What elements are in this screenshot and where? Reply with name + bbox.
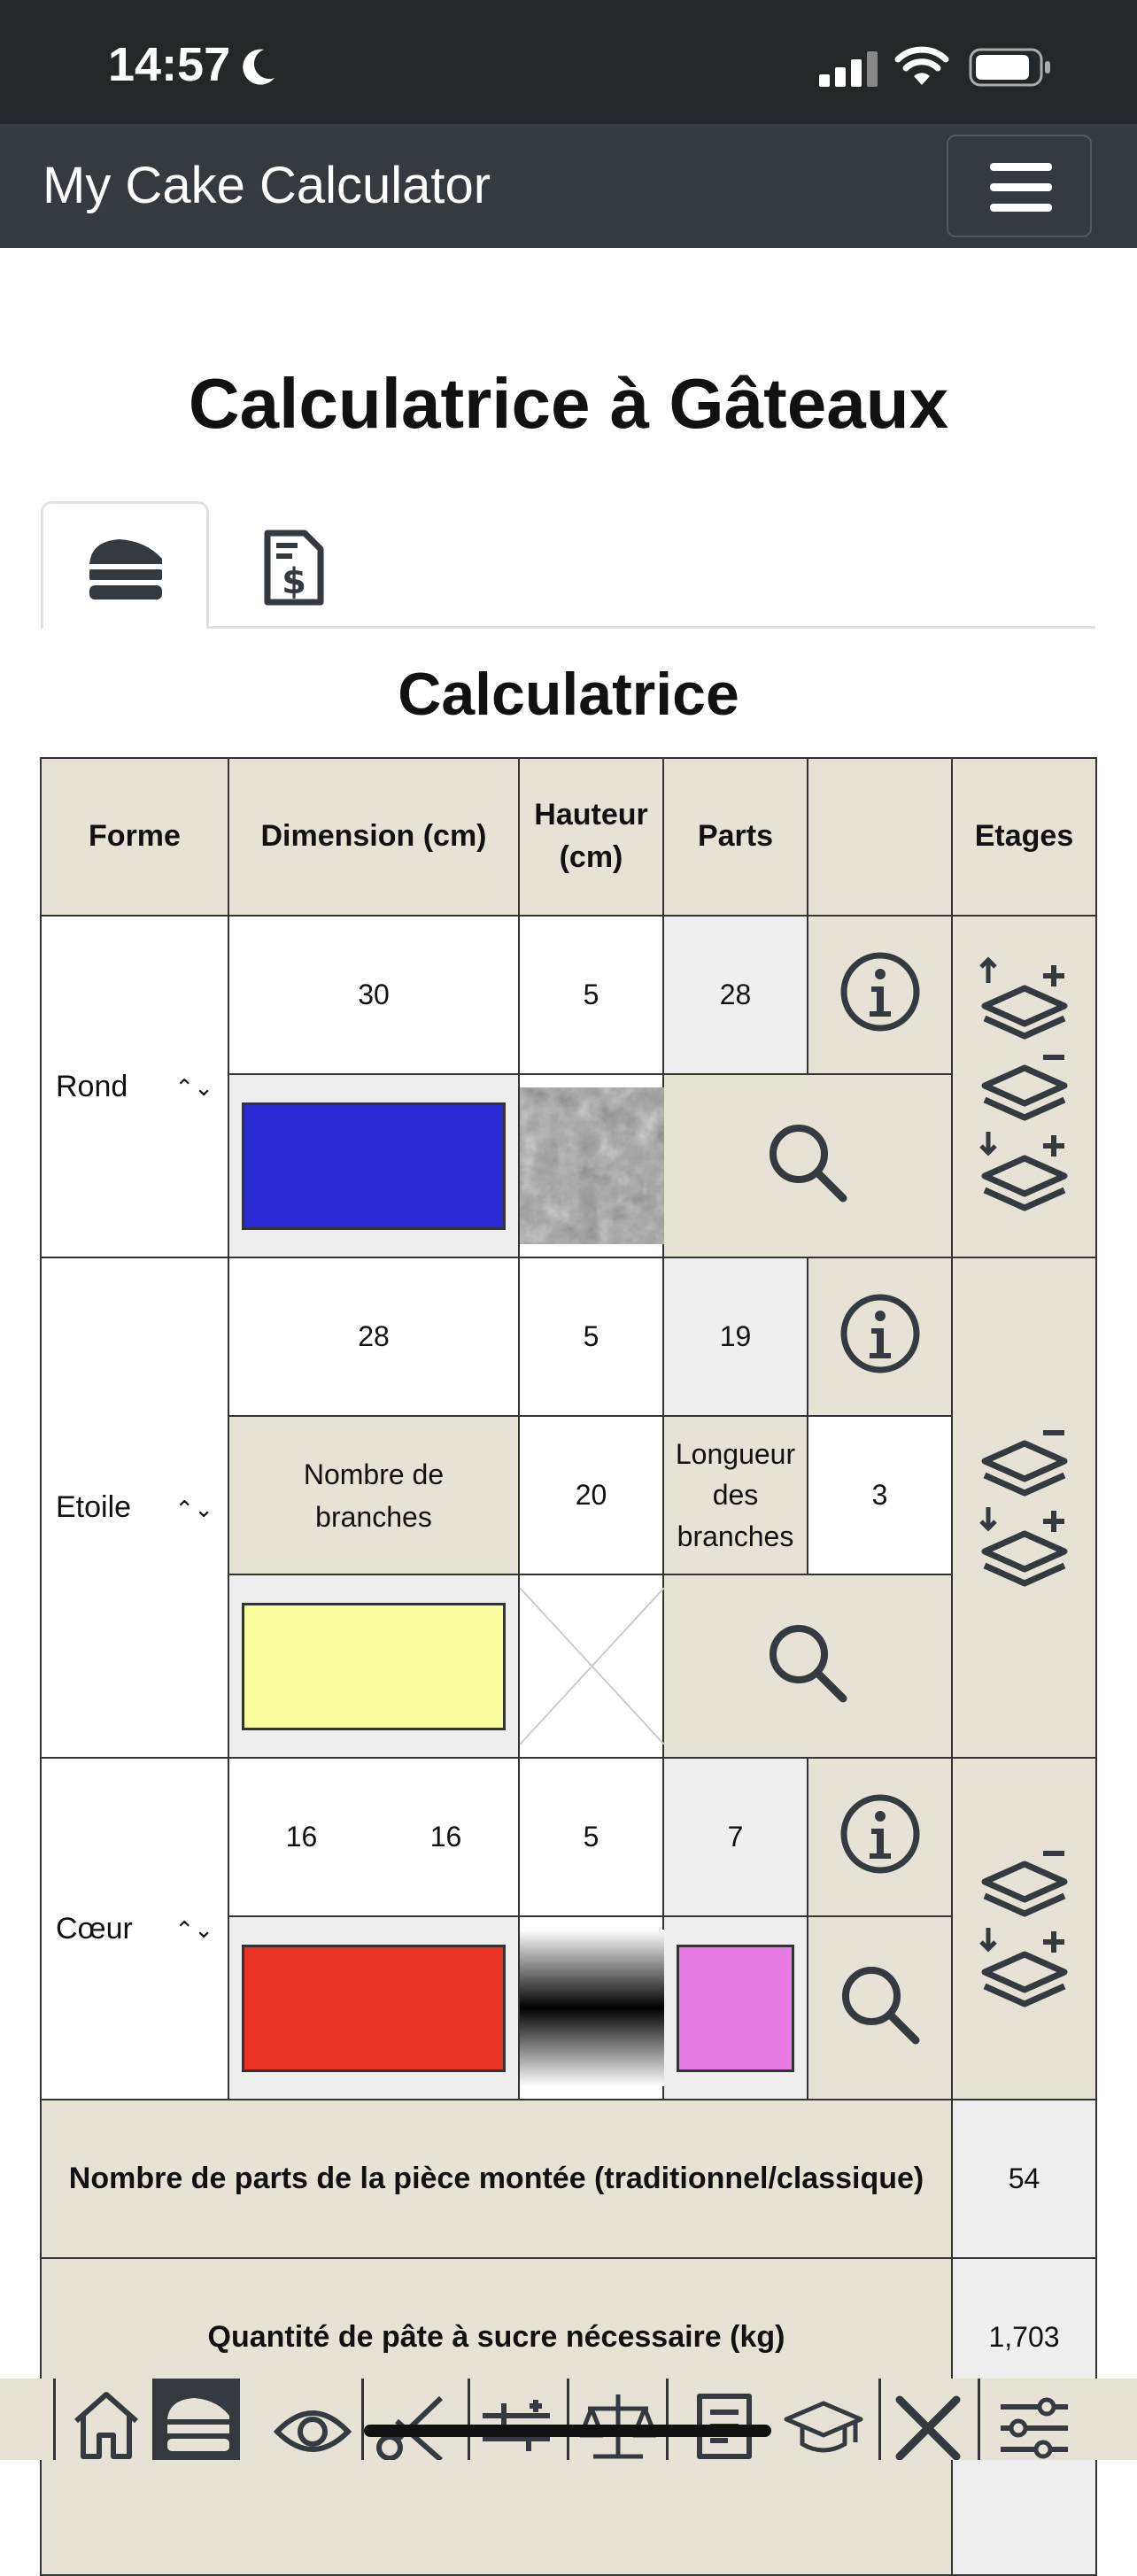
section-title: Calculatrice [398, 661, 739, 728]
cake-calculator-table [40, 757, 1097, 2576]
preview-button[interactable] [663, 1574, 952, 1758]
tier-actions [952, 916, 1096, 1257]
header-dimension: Dimension (cm) [228, 758, 519, 916]
eye-icon[interactable] [270, 2386, 355, 2460]
cake-slice-icon [84, 536, 166, 603]
dimension-input-a[interactable]: 16 [285, 1821, 318, 1853]
sliders-icon[interactable] [474, 2386, 559, 2460]
gradient-texture-preview [520, 1930, 664, 2086]
info-icon [838, 1791, 923, 1876]
remove-tier-icon[interactable] [976, 1041, 1073, 1126]
home-icon[interactable] [64, 2386, 149, 2460]
settings-icon[interactable] [992, 2386, 1077, 2460]
search-icon [763, 1619, 852, 1707]
branch-length-input[interactable]: 3 [808, 1416, 952, 1574]
info-button[interactable] [808, 1758, 952, 1916]
dimension-input-b[interactable]: 16 [429, 1821, 462, 1853]
header-parts: Parts [663, 758, 808, 916]
color-picker[interactable] [228, 1074, 519, 1257]
preview-button[interactable] [808, 1916, 952, 2100]
height-input[interactable]: 5 [519, 1758, 663, 1916]
select-chevron-icon: ⌃⌄ [174, 1495, 213, 1522]
select-chevron-icon: ⌃⌄ [174, 1916, 213, 1943]
search-icon [836, 1961, 924, 2049]
cake-icon[interactable] [155, 2386, 240, 2460]
bottom-toolbar [0, 2379, 1137, 2460]
parts-value: 28 [663, 916, 808, 1074]
branches-label: Nombre de branches [228, 1416, 519, 1574]
dimension-inputs [228, 1758, 519, 1916]
table-row [41, 1758, 1096, 1916]
total-parts-label: Nombre de parts de la pièce montée (traditionnel/classique) [41, 2100, 952, 2258]
status-time: 14:57 [108, 38, 231, 91]
height-input[interactable]: 5 [519, 916, 663, 1074]
info-icon [838, 949, 923, 1034]
status-bar [0, 0, 1137, 124]
texture-picker[interactable] [519, 1574, 663, 1758]
select-chevron-icon: ⌃⌄ [174, 1074, 213, 1101]
preview-button[interactable] [663, 1074, 952, 1257]
table-row [41, 916, 1096, 1074]
shape-select-tier-2[interactable]: Etoile ⌃⌄ [41, 1257, 228, 1758]
color-swatch [242, 1945, 506, 2072]
signal-icon [819, 51, 878, 87]
info-button[interactable] [808, 916, 952, 1074]
color-picker-secondary[interactable] [663, 1916, 808, 2100]
color-swatch [242, 1102, 506, 1230]
branches-input[interactable]: 20 [519, 1416, 663, 1574]
battery-icon [969, 48, 1052, 87]
home-indicator [364, 2425, 771, 2437]
total-parts-value: 54 [952, 2100, 1096, 2258]
header-empty [808, 758, 952, 916]
moon-icon [241, 48, 276, 87]
header-forme: Forme [41, 758, 228, 916]
texture-picker[interactable] [519, 1916, 663, 2100]
header-hauteur: Hauteur (cm) [519, 758, 663, 916]
search-icon [763, 1118, 852, 1207]
header-etages: Etages [952, 758, 1096, 916]
color-swatch [677, 1945, 794, 2072]
no-texture-icon [520, 1588, 664, 1744]
dimension-input[interactable]: 30 [228, 916, 519, 1074]
receipt-icon[interactable] [682, 2386, 767, 2460]
height-input[interactable]: 5 [519, 1257, 663, 1416]
menu-toggle-button[interactable] [947, 135, 1092, 237]
add-tier-above-icon[interactable] [976, 949, 1073, 1041]
scissors-icon[interactable] [370, 2386, 455, 2460]
scale-icon[interactable] [576, 2386, 661, 2460]
graduation-cap-icon[interactable] [781, 2386, 866, 2460]
tools-icon[interactable] [886, 2386, 971, 2460]
sugar-paste-label: Quantité de pâte à sucre nécessaire (kg) [41, 2258, 952, 2417]
add-tier-below-icon[interactable] [976, 1502, 1073, 1599]
tier-actions [952, 1758, 1096, 2100]
parts-value: 19 [663, 1257, 808, 1416]
tier-actions [952, 1257, 1096, 1758]
add-tier-below-icon[interactable] [976, 1922, 1073, 2020]
remove-tier-icon[interactable] [976, 1417, 1073, 1502]
table-row [41, 2100, 1096, 2258]
parts-value: 7 [663, 1758, 808, 1916]
marble-texture-preview [520, 1087, 664, 1244]
tabs-divider [208, 626, 1095, 629]
page-title: Calculatrice à Gâteaux [188, 364, 949, 443]
shape-select-tier-3[interactable]: Cœur ⌃⌄ [41, 1758, 228, 2100]
svg-text:$: $ [282, 561, 306, 602]
remove-tier-icon[interactable] [976, 1837, 1073, 1922]
brand-title[interactable]: My Cake Calculator [43, 157, 491, 214]
tab-calculator[interactable] [41, 501, 209, 629]
info-icon [838, 1291, 923, 1376]
tab-invoice-icon[interactable] [262, 528, 326, 607]
color-swatch [242, 1603, 506, 1730]
info-button[interactable] [808, 1257, 952, 1416]
wifi-icon [894, 46, 949, 87]
texture-picker[interactable] [519, 1074, 663, 1257]
add-tier-below-icon[interactable] [976, 1126, 1073, 1224]
color-picker[interactable] [228, 1916, 519, 2100]
table-header-row [41, 758, 1096, 916]
dimension-input[interactable]: 28 [228, 1257, 519, 1416]
branch-length-label: Longueur des branches [663, 1416, 808, 1574]
table-row [41, 1257, 1096, 1416]
shape-select-tier-1[interactable]: Rond ⌃⌄ [41, 916, 228, 1257]
hamburger-icon [990, 163, 1052, 171]
sugar-paste-value: 1,703 [952, 2258, 1096, 2417]
color-picker[interactable] [228, 1574, 519, 1758]
